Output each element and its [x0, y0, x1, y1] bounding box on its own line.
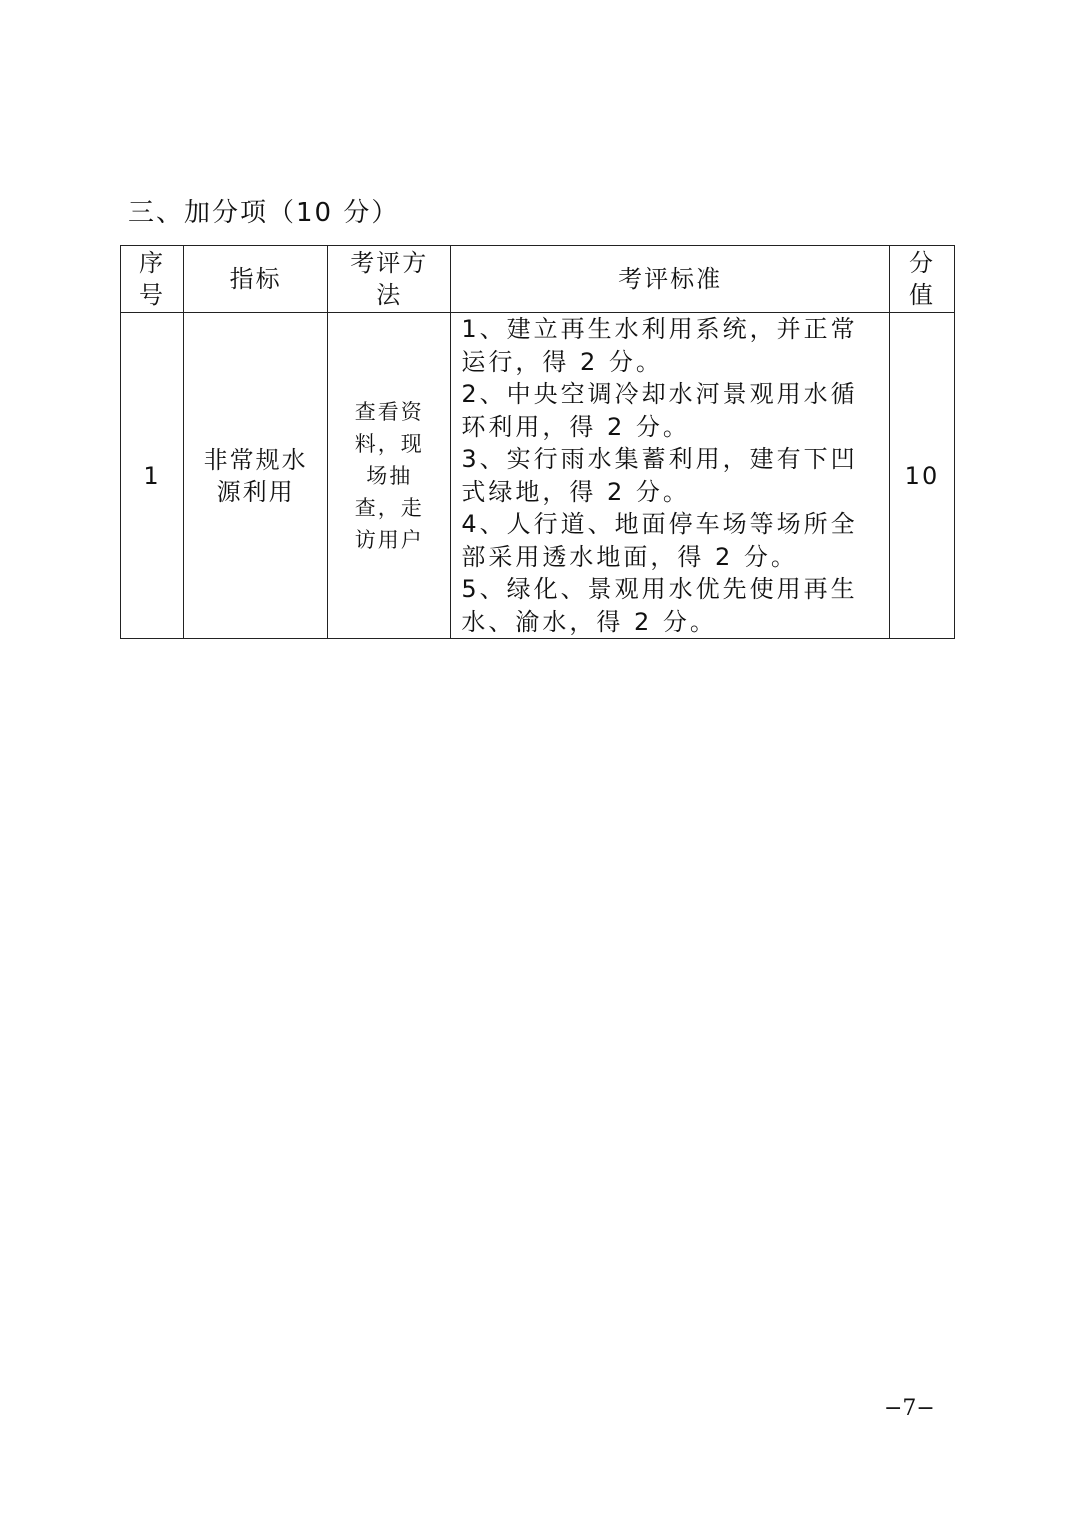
page-number: −7−	[884, 1396, 935, 1421]
header-seq-label: 序号	[139, 249, 166, 309]
scoring-table	[120, 245, 955, 639]
table-header-row	[121, 246, 955, 313]
criteria-item: 4、人行道、地面停车场等场所全部采用透水地面，得 2 分。	[461, 510, 858, 571]
cell-index-text: 非常规水源利用	[203, 445, 308, 506]
table-row	[121, 313, 955, 639]
criteria-item: 1、建立再生水利用系统，并正常运行，得 2 分。	[461, 315, 858, 376]
header-index-label: 指标	[229, 265, 282, 293]
criteria-item: 3、实行雨水集蓄利用，建有下凹式绿地，得 2 分。	[461, 445, 858, 506]
criteria-item: 2、中央空调冷却水河景观用水循环利用，得 2 分。	[461, 380, 858, 441]
header-method	[328, 246, 451, 313]
cell-score: 10	[889, 313, 954, 639]
header-score	[889, 246, 954, 313]
cell-criteria	[451, 313, 890, 639]
header-seq	[121, 246, 184, 313]
section-title: 三、加分项（10 分）	[128, 198, 400, 228]
header-score-label: 分值	[908, 249, 935, 309]
header-method-label: 考评方法	[350, 249, 429, 309]
cell-method-text: 查看资料，现场抽查，走访用户	[354, 399, 424, 552]
header-criteria	[451, 246, 890, 313]
cell-method	[328, 313, 451, 639]
criteria-item: 5、绿化、景观用水优先使用再生水、渝水，得 2 分。	[461, 575, 858, 636]
cell-seq: 1	[121, 313, 184, 639]
header-index	[184, 246, 328, 313]
header-criteria-label: 考评标准	[618, 265, 723, 293]
cell-index	[184, 313, 328, 639]
criteria-list	[451, 313, 889, 638]
